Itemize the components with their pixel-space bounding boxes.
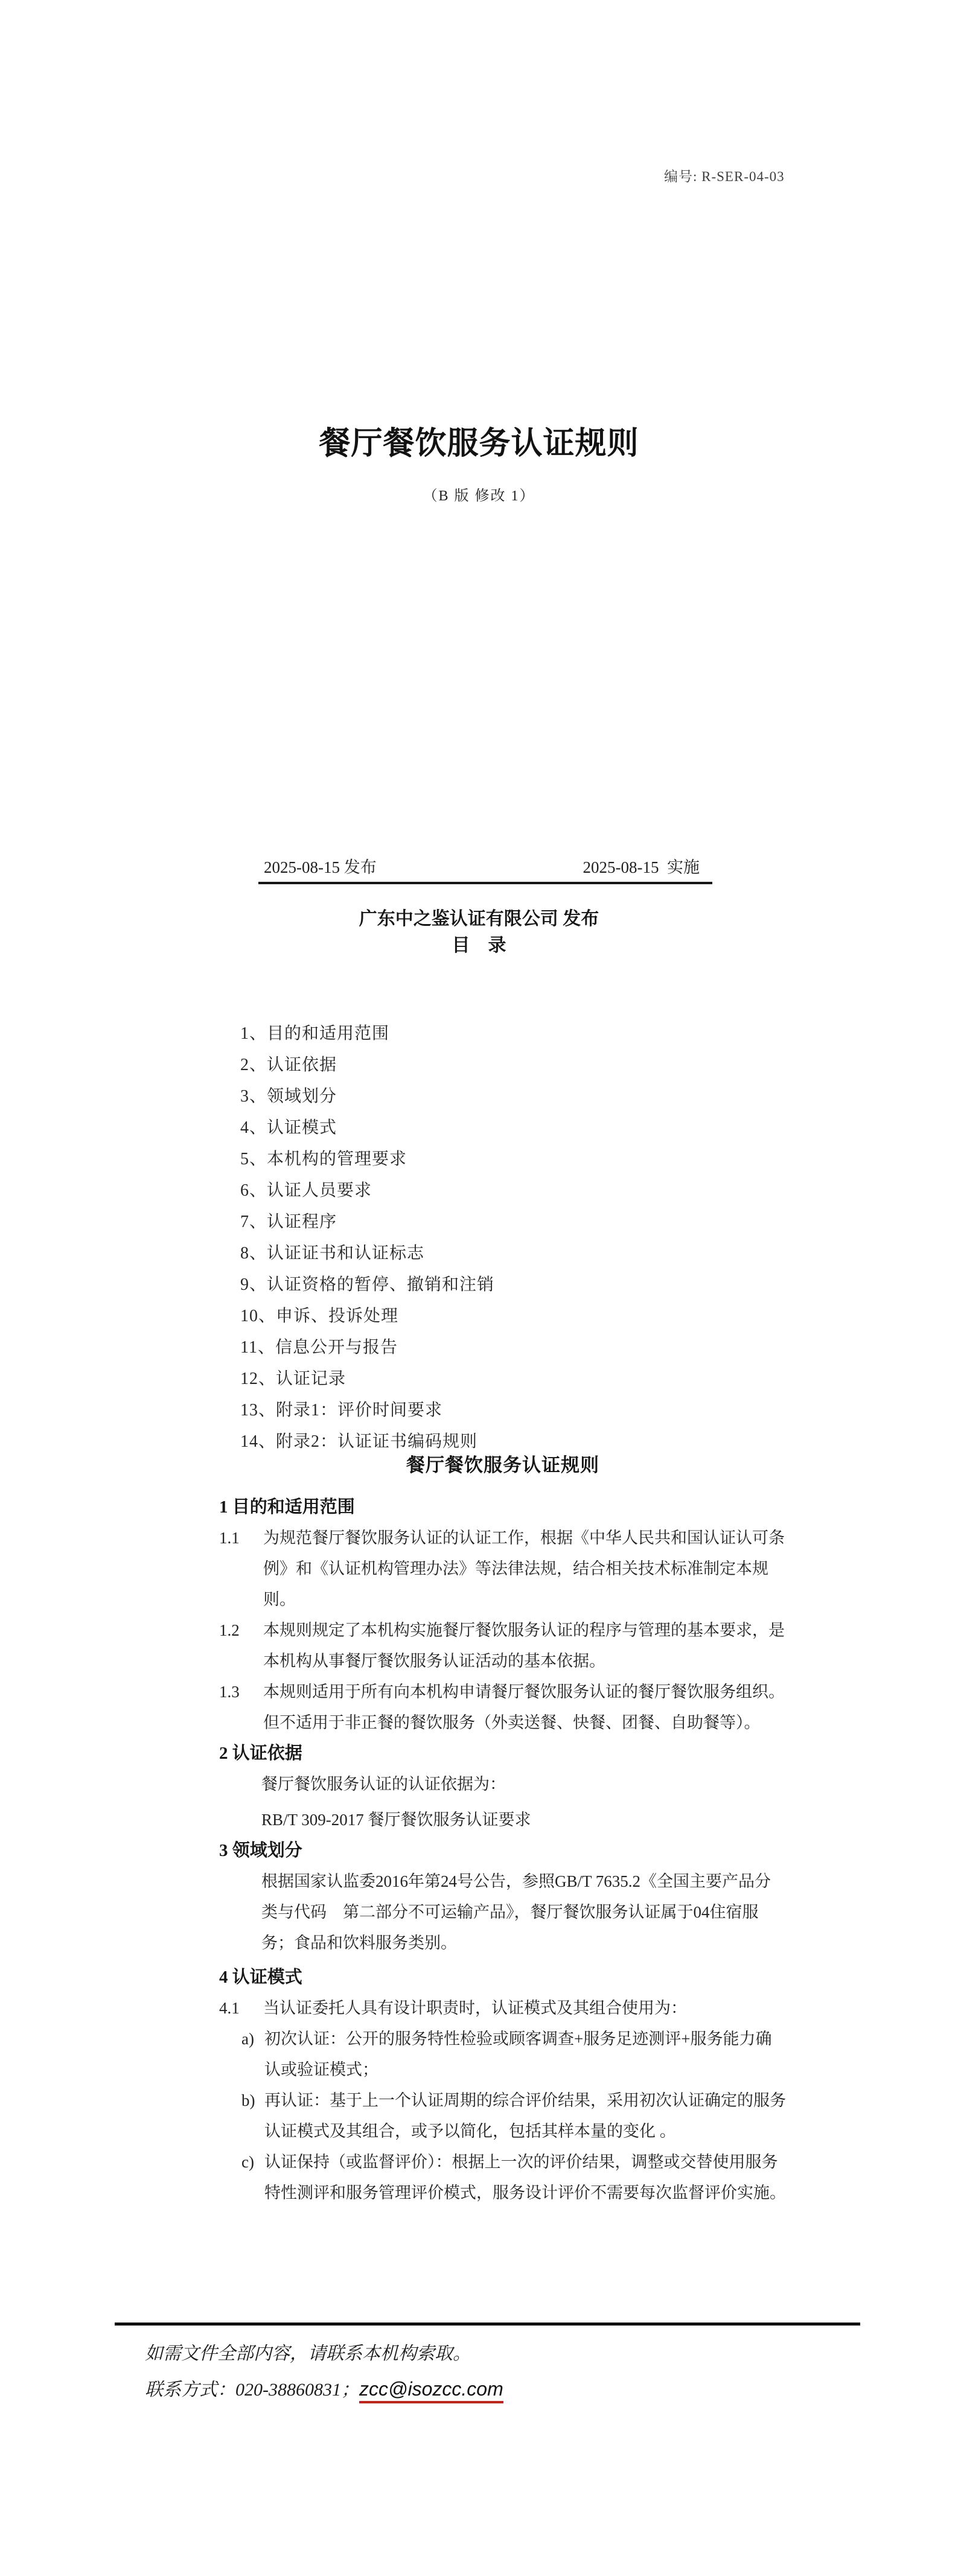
paragraph-number: 1.1 <box>219 1529 240 1547</box>
footer-email-link[interactable]: zcc@isozcc.com <box>359 2378 503 2403</box>
footer-note: 如需文件全部内容，请联系本机构索取。 <box>145 2344 471 2364</box>
publisher-line: 广东中之鉴认证有限公司 发布 <box>359 909 599 929</box>
paragraph-text: 本规则规定了本机构实施餐厅餐饮服务认证的程序与管理的基本要求，是本机构从事餐厅餐饮服务认证活动的基本依据。 <box>263 1621 785 1670</box>
section-4-heading: 4 认证模式 <box>219 1968 302 1987</box>
footer <box>145 2342 503 2402</box>
paragraph-text: 当认证委托人具有设计职责时，认证模式及其组合使用为： <box>263 1999 687 2017</box>
section-2-heading: 2 认证依据 <box>219 1744 302 1763</box>
list-item-text: 再认证：基于上一个认证周期的综合评价结果，采用初次认证确定的服务认证模式及其组合，或予以简化，包括其样本量的变化 。 <box>264 2091 786 2140</box>
list-item-text: 认证保持（或监督评价）：根据上一次的评价结果，调整或交替使用服务特性测评和服务管理评价模式，服务设计评价不需要每次监督评价实施。 <box>264 2153 786 2202</box>
toc-item: 4、认证模式 <box>240 1118 337 1137</box>
dates-row <box>264 857 700 878</box>
paragraph-text: 本规则适用于所有向本机构申请餐厅餐饮服务认证的餐厅餐饮服务组织。但不适用于非正餐的餐饮服务（外卖送餐、快餐、团餐、自助餐等）。 <box>263 1683 785 1732</box>
section-3-heading: 3 领域划分 <box>219 1841 302 1860</box>
paragraph-1-1 <box>219 1523 787 1615</box>
toc-item: 10、申诉、投诉处理 <box>240 1307 399 1325</box>
paragraph-number: 1.2 <box>219 1621 240 1639</box>
toc-item: 14、附录2：认证证书编码规则 <box>240 1432 478 1451</box>
footer-divider <box>115 2323 860 2326</box>
list-item-label: a) <box>241 2030 254 2048</box>
list-item-b <box>219 2085 787 2147</box>
body-heading: 餐厅餐饮服务认证规则 <box>406 1455 599 1476</box>
document-body <box>219 1450 787 2208</box>
toc-item: 3、领域划分 <box>240 1087 337 1106</box>
section-2-intro: 餐厅餐饮服务认证的认证依据为： <box>261 1775 506 1793</box>
toc-item: 1、目的和适用范围 <box>240 1024 390 1043</box>
list-item-label: b) <box>241 2091 255 2109</box>
footer-contact-line <box>145 2377 503 2402</box>
toc-item: 2、认证依据 <box>240 1056 337 1074</box>
toc-item: 7、认证程序 <box>240 1213 337 1231</box>
toc-item: 8、认证证书和认证标志 <box>240 1244 425 1263</box>
toc-item: 13、附录1：评价时间要求 <box>240 1401 443 1420</box>
paragraph-1-2 <box>219 1615 787 1677</box>
section-3-paragraph: 根据国家认监委2016年第24号公告，参照GB/T 7635.2《全国主要产品分类与代码 第二部分不可运输产品》，餐厅餐饮服务认证属于04住宿服务；食品和饮料服务类别。 <box>261 1872 771 1952</box>
implement-date: 2025-08-15 实施 <box>583 858 700 876</box>
list-item-a <box>219 2024 787 2085</box>
toc-item: 6、认证人员要求 <box>240 1181 372 1200</box>
toc-item: 12、认证记录 <box>240 1369 346 1388</box>
cover-title: 餐厅餐饮服务认证规则 <box>319 427 639 461</box>
paragraph-text: 为规范餐厅餐饮服务认证的认证工作，根据《中华人民共和国认证认可条例》和《认证机构管理办法》等法律法规，结合相关技术标准制定本规则。 <box>263 1529 785 1608</box>
release-date: 2025-08-15 发布 <box>264 858 377 876</box>
paragraph-number: 1.3 <box>219 1683 240 1701</box>
list-item-text: 初次认证：公开的服务特性检验或顾客调查+服务足迹测评+服务能力确认或验证模式； <box>264 2030 772 2079</box>
list-item-label: c) <box>241 2153 254 2171</box>
toc-title: 目 录 <box>452 936 506 955</box>
toc-item: 9、认证资格的暂停、撤销和注销 <box>240 1275 495 1294</box>
header-divider <box>258 882 712 884</box>
toc-list <box>240 1018 494 1458</box>
list-item-c <box>219 2147 787 2208</box>
toc-item: 11、信息公开与报告 <box>240 1338 398 1357</box>
section-1-heading: 1 目的和适用范围 <box>219 1497 355 1517</box>
paragraph-1-3 <box>219 1677 787 1738</box>
paragraph-4-1 <box>219 1993 787 2024</box>
section-2-standard: RB/T 309-2017 餐厅餐饮服务认证要求 <box>261 1811 531 1829</box>
paragraph-number: 4.1 <box>219 1999 240 2017</box>
cover-subtitle: （B 版 修改 1） <box>423 488 535 504</box>
toc-item: 5、本机构的管理要求 <box>240 1150 407 1168</box>
footer-contact: 联系方式：020-38860831； <box>145 2380 359 2400</box>
doc-number: 编号: R-SER-04-03 <box>664 169 785 184</box>
